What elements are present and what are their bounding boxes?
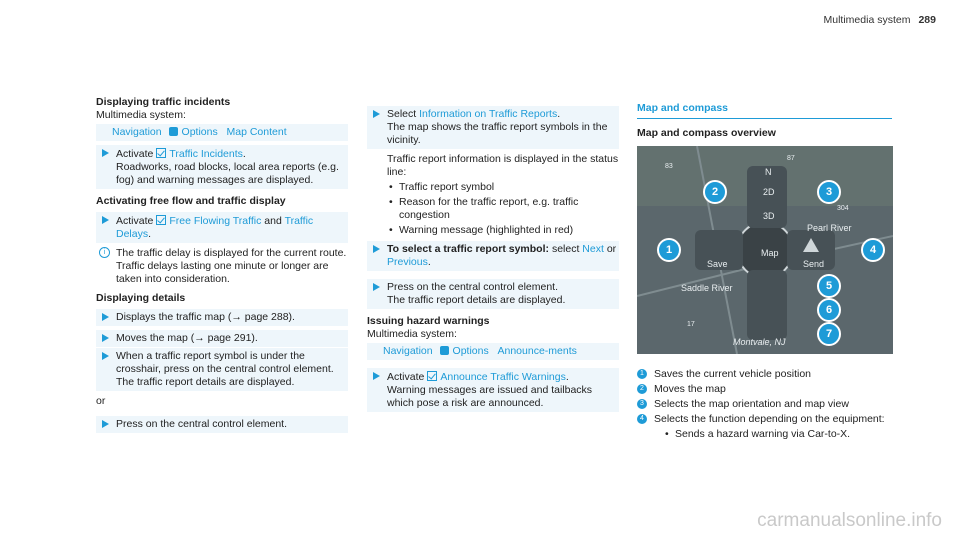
- step-text: Activate: [116, 148, 154, 160]
- legend-num: 1: [637, 369, 647, 379]
- column-1: [96, 96, 348, 437]
- bullet-item: • Reason for the traffic report, e.g. traffic congestion: [387, 196, 619, 222]
- checkbox-icon: [156, 215, 166, 225]
- arrow-icon: [373, 283, 380, 291]
- arrow-icon: [102, 149, 109, 157]
- legend-item: [637, 398, 892, 411]
- callout-6: 6: [817, 298, 841, 322]
- map-send-label[interactable]: Send: [803, 259, 825, 269]
- step-bold: To select a traffic report symbol:: [387, 243, 550, 255]
- path-navigation[interactable]: Navigation: [383, 345, 433, 357]
- step-text: Press on the central control element.: [116, 418, 288, 430]
- map-place: Pearl River: [807, 223, 852, 233]
- heading-details: Displaying details: [96, 292, 186, 304]
- legend-text: Moves the map: [654, 383, 726, 395]
- arrow-icon: [373, 110, 380, 118]
- step-text: select: [551, 243, 580, 255]
- checkbox-icon: [156, 148, 166, 158]
- map-north[interactable]: N: [765, 167, 772, 177]
- map-place: Montvale, NJ: [733, 337, 786, 347]
- map-view-2d[interactable]: 2D: [763, 187, 775, 197]
- legend-num: 2: [637, 384, 647, 394]
- callout-3: 3: [817, 180, 841, 204]
- map-view-3d[interactable]: 3D: [763, 211, 775, 221]
- link-info-traffic[interactable]: Information on Traffic Reports: [419, 108, 558, 120]
- arrow-icon: [102, 352, 109, 360]
- step-text: Activate: [387, 371, 425, 383]
- step-free-flow: Activate Free Flowing Traffic and Traffic Delays.: [96, 212, 348, 243]
- arrow-icon: [102, 334, 109, 342]
- step-text: Select: [387, 108, 417, 120]
- arrow-icon: [373, 372, 380, 380]
- checkbox-icon: [427, 371, 437, 381]
- or-text: or: [96, 395, 106, 407]
- watermark: carmanualsonline.info: [757, 510, 942, 531]
- step-result: The map shows the traffic report symbols in the vicinity.: [387, 121, 608, 146]
- link-traffic-delays[interactable]: Traffic Delays: [116, 215, 314, 240]
- step-press-central: [367, 279, 619, 309]
- step-activate-incidents: Activate Traffic Incidents. Roadworks, road blocks, local area reports (e.g. fog) and warning messages are displayed.: [96, 145, 348, 189]
- heading-traffic-incidents: Displaying traffic incidents: [96, 96, 231, 108]
- link-next[interactable]: Next: [582, 243, 604, 255]
- map-road: 87: [787, 155, 795, 162]
- map-save-label[interactable]: Save: [707, 259, 728, 269]
- legend-item: [637, 383, 892, 396]
- mm-label: Multimedia system:: [96, 109, 186, 121]
- menu-path: [96, 124, 348, 141]
- menu-path: [367, 343, 619, 360]
- step-text: Moves the map (→ page 291).: [116, 332, 258, 344]
- step-text: Activate: [116, 215, 154, 227]
- column-3: [637, 102, 892, 140]
- link-announce-warnings[interactable]: Announce Traffic Warnings: [440, 371, 566, 383]
- callout-4: 4: [861, 238, 885, 262]
- step-text: Displays the traffic map (→ page 288).: [116, 311, 295, 323]
- map-road: 17: [687, 321, 695, 328]
- legend-num: 3: [637, 399, 647, 409]
- page-header: [824, 14, 936, 27]
- status-line-text: Traffic report information is displayed in the status line:: [387, 153, 619, 178]
- callout-7: 7: [817, 322, 841, 346]
- info-icon: i: [99, 247, 110, 258]
- heading-free-flow: Activating free flow and traffic display: [96, 195, 286, 207]
- step-result: The traffic report details are displayed.: [387, 294, 566, 306]
- step-text: Press on the central control element.: [387, 281, 559, 293]
- arrow-icon: [373, 245, 380, 253]
- legend-item: [637, 368, 892, 381]
- column-2: [367, 102, 619, 416]
- legend-item: [637, 413, 892, 426]
- map-screenshot: [637, 146, 893, 354]
- or-text: or: [606, 243, 617, 255]
- legend-text: Selects the map orientation and map view: [654, 398, 849, 410]
- path-options[interactable]: Options: [181, 126, 218, 138]
- step-select-info: Select Information on Traffic Reports. The map shows the traffic report symbols in the vicinity.: [367, 106, 619, 149]
- header-section: Multimedia system: [823, 14, 911, 26]
- step-press: [96, 416, 348, 433]
- mm-label: Multimedia system:: [367, 328, 457, 340]
- heading-hazard: Issuing hazard warnings: [367, 315, 490, 327]
- step-result: Roadworks, road blocks, local area reports (e.g. fog) and warning messages are displayed.: [116, 161, 339, 186]
- path-navigation[interactable]: Navigation: [112, 126, 162, 138]
- heading-overview: Map and compass overview: [637, 127, 776, 139]
- legend-text: Saves the current vehicle position: [654, 368, 812, 380]
- bullet-item: • Traffic report symbol: [387, 181, 619, 194]
- legend-sub-bullet: • Sends a hazard warning via Car-to-X.: [663, 428, 892, 441]
- step-select-symbol: To select a traffic report symbol: select Next or Previous.: [367, 241, 619, 271]
- and-text: and: [264, 215, 282, 227]
- step-display-map: [96, 309, 348, 326]
- legend-num: 4: [637, 414, 647, 424]
- callout-2: 2: [703, 180, 727, 204]
- map-center-label[interactable]: Map: [761, 248, 779, 258]
- arrow-icon: [102, 216, 109, 224]
- map-road: 304: [837, 205, 849, 212]
- path-map-content[interactable]: Map Content: [226, 126, 287, 138]
- path-options[interactable]: Options: [452, 345, 489, 357]
- map-place: Saddle River: [681, 283, 733, 293]
- map-road: 83: [665, 163, 673, 170]
- callout-5: 5: [817, 274, 841, 298]
- arrow-icon: [102, 420, 109, 428]
- arrow-icon: [102, 313, 109, 321]
- step-crosshair: [96, 348, 348, 391]
- gear-icon: [169, 127, 178, 136]
- step-result: Warning messages are issued and tailbacks which pose a risk are announced.: [387, 384, 593, 409]
- legend-text: Selects the function depending on the equipment:: [654, 413, 885, 425]
- path-announcements[interactable]: Announce-ments: [497, 345, 577, 357]
- note-text: The traffic delay is displayed for the current route. Traffic delays lasting one minute or longer are taken into consideration.: [116, 247, 347, 285]
- info-note: [96, 247, 348, 286]
- step-move-map: [96, 330, 348, 347]
- section-title: Map and compass: [637, 102, 892, 119]
- callout-1: 1: [657, 238, 681, 262]
- bullet-item: • Warning message (highlighted in red): [387, 224, 619, 237]
- step-text: When a traffic report symbol is under the crosshair, press on the central control element.: [116, 350, 334, 375]
- link-traffic-incidents[interactable]: Traffic Incidents: [169, 148, 243, 160]
- gear-icon: [440, 346, 449, 355]
- step-announce: Activate Announce Traffic Warnings. Warning messages are issued and tailbacks which pose a risk are announced.: [367, 368, 619, 412]
- legend-list: [637, 366, 892, 443]
- link-free-flowing[interactable]: Free Flowing Traffic: [169, 215, 262, 227]
- step-result: The traffic report details are displayed.: [116, 376, 295, 388]
- page-number: 289: [918, 14, 936, 26]
- link-previous[interactable]: Previous: [387, 256, 428, 268]
